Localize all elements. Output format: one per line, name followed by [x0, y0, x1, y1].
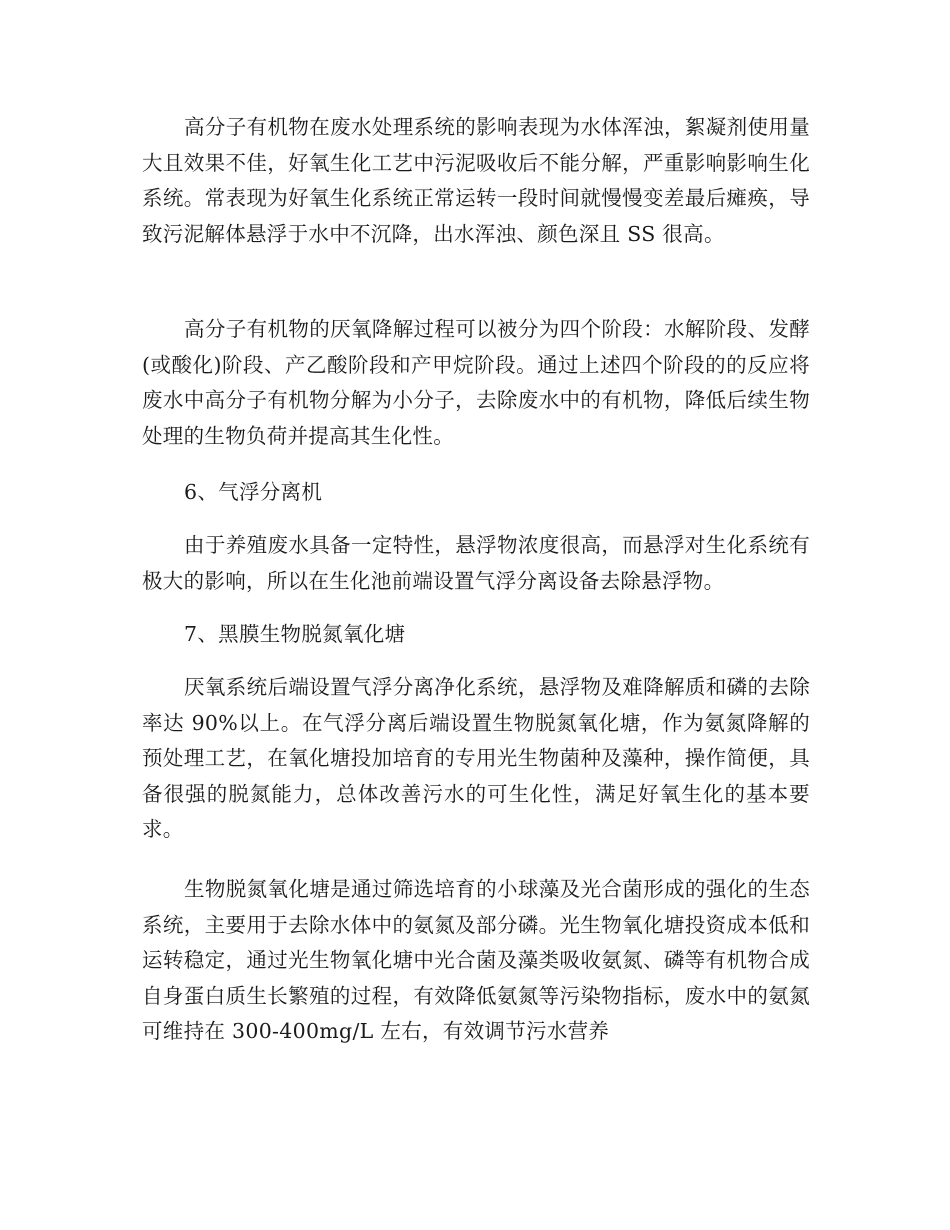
paragraph-oxidation-pond: 生物脱氮氧化塘是通过筛选培育的小球藻及光合菌形成的强化的生态系统，主要用于去除水体中的氨氮及部分磷。光生物氧化塘投资成本低和运转稳定，通过光生物氧化塘中光合菌及藻类吸收氨氮、磷等有机物合成自身蛋白质生长繁殖的过程，有效降低氨氮等污染物指标，废水中的氨氮可维持在 300-400mg/L 左右，有效调节污水营养	[142, 877, 810, 1043]
paragraph-anaerobic-degradation: 高分子有机物的厌氧降解过程可以被分为四个阶段：水解阶段、发酵(或酸化)阶段、产乙酸阶段和产甲烷阶段。通过上述四个阶段的的反应将废水中高分子有机物分解为小分子，去除废水中的有机物，降低后续生物处理的生物负荷并提高其生化性。	[142, 317, 810, 448]
heading-black-membrane-pond: 7、黑膜生物脱氮氧化塘	[184, 622, 406, 646]
heading-air-flotation-separator: 6、气浮分离机	[184, 480, 323, 504]
paragraph-suspended-solids: 由于养殖废水具备一定特性，悬浮物浓度很高，而悬浮对生化系统有极大的影响，所以在生化池前端设置气浮分离设备去除悬浮物。	[142, 533, 810, 593]
paragraph-polymer-impact: 高分子有机物在废水处理系统的影响表现为水体浑浊，絮凝剂使用量大且效果不佳，好氧生化工艺中污泥吸收后不能分解，严重影响影响生化系统。常表现为好氧生化系统正常运转一段时间就慢慢变差最后瘫痪，导致污泥解体悬浮于水中不沉降，出水浑浊、颜色深且 SS 很高。	[142, 115, 810, 246]
paragraph-flotation-purification: 厌氧系统后端设置气浮分离净化系统，悬浮物及难降解质和磷的去除率达 90%以上。在气浮分离后端设置生物脱氮氧化塘，作为氨氮降解的预处理工艺，在氧化塘投加培育的专用光生物菌种及藻种，操作简便，具备很强的脱氮能力，总体改善污水的可生化性，满足好氧生化的基本要求。	[142, 675, 810, 841]
